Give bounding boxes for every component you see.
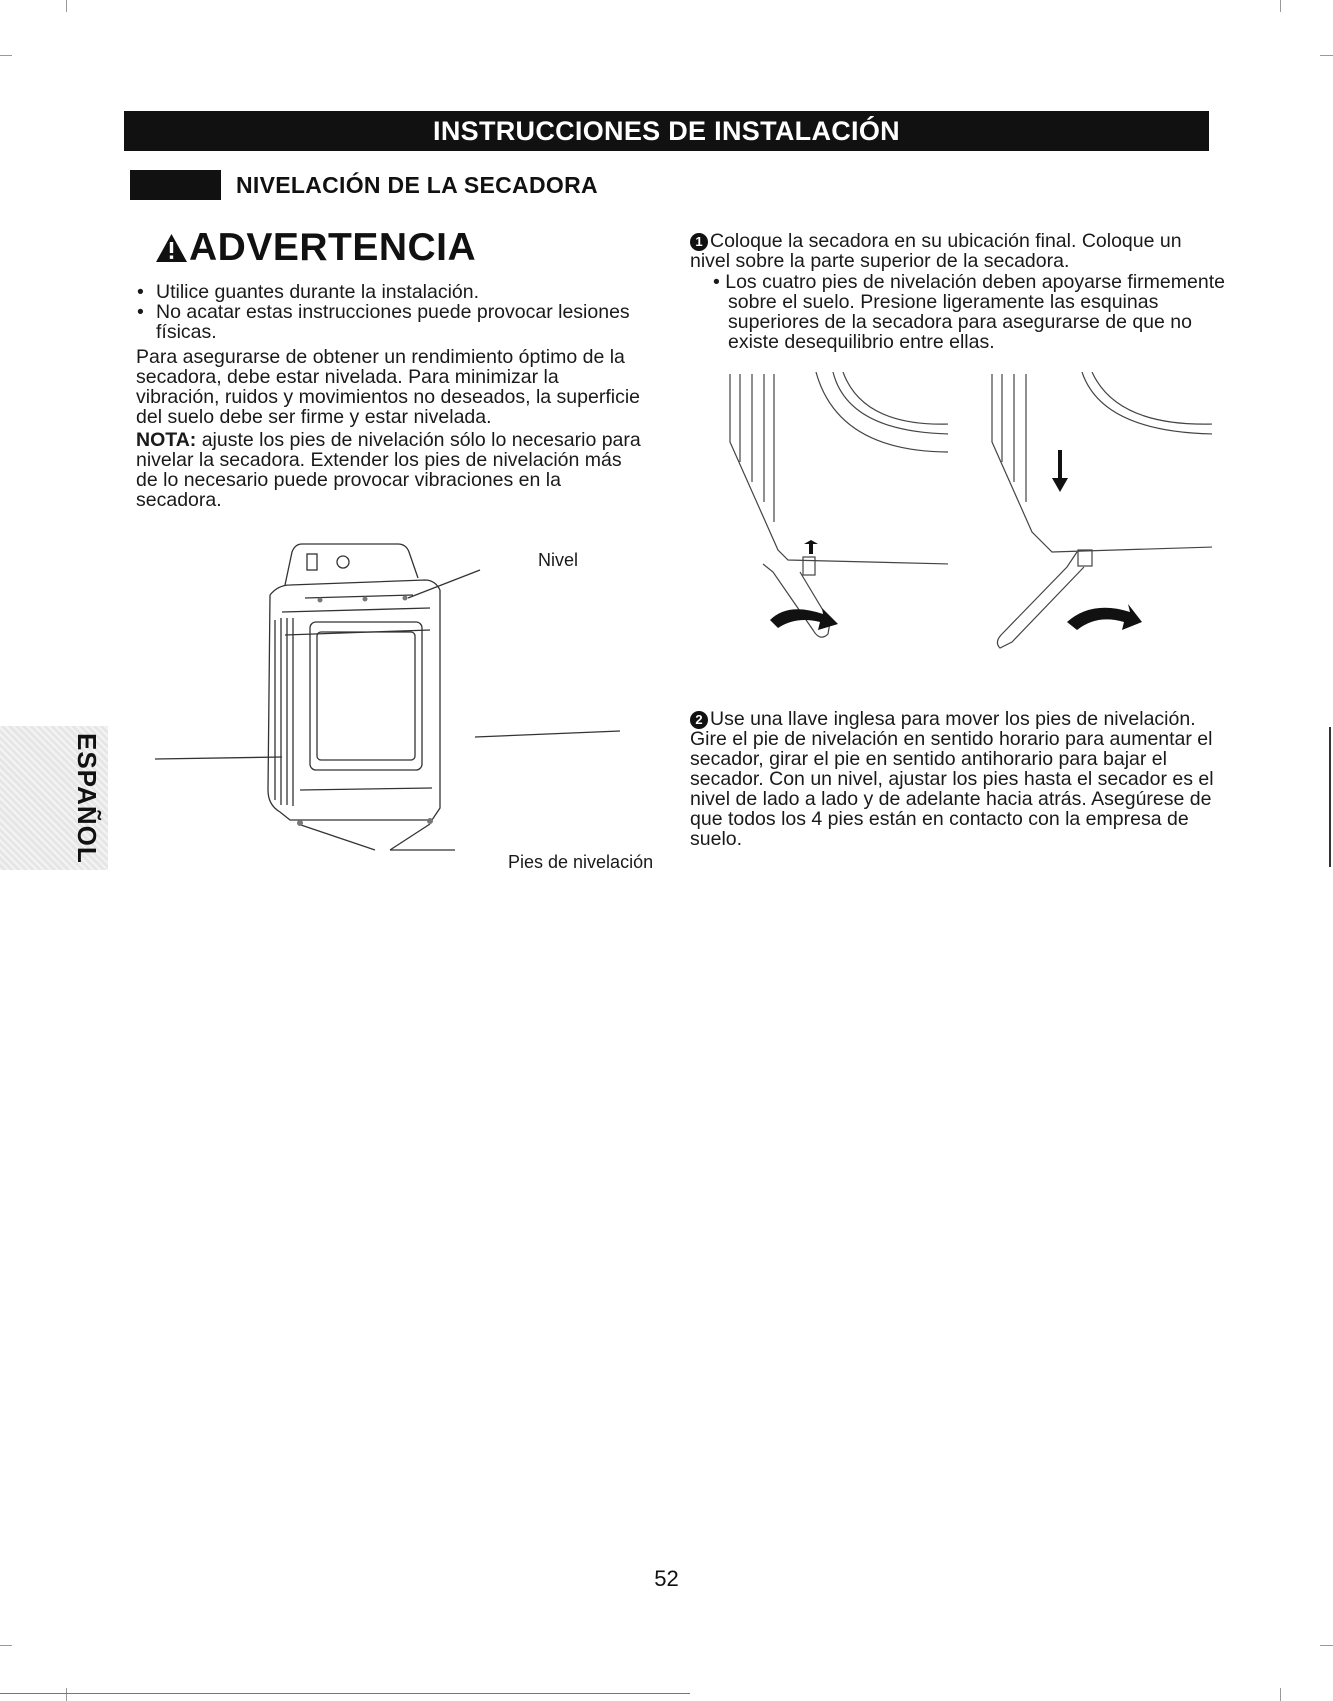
language-tab-label: ESPAÑOL xyxy=(72,733,102,864)
page-number: 52 xyxy=(654,1566,679,1591)
crop-mark xyxy=(1280,1688,1281,1701)
step-1-text: Coloque la secadora en su ubicación final. Coloque un nivel sobre la parte superior de la secadora. xyxy=(690,230,1182,272)
bottom-rule xyxy=(0,1693,690,1694)
step-1-sub: • Los cuatro pies de nivelación deben apoyarse firmemente sobre el suelo. Presione ligeramente las esquinas superiores de la secadora para asegurarse de que no existe desequilibrio entre ellas. xyxy=(713,271,1225,353)
warning-bullet: • No acatar estas instrucciones puede provocar lesiones físicas. xyxy=(136,302,636,342)
crop-mark xyxy=(1320,55,1333,56)
level-label: Nivel xyxy=(538,550,579,570)
note-text: ajuste los pies de nivelación sólo lo necesario para nivelar la secadora. Extender los pies de nivelación más de lo necesario puede provocar vibraciones en la secadora. xyxy=(136,429,641,511)
edge-rule xyxy=(1329,727,1331,867)
crop-mark xyxy=(66,0,67,12)
crop-mark xyxy=(1320,1645,1333,1646)
lower-foot-illustration xyxy=(982,372,1212,682)
section-marker xyxy=(130,170,221,200)
crop-mark xyxy=(66,1688,67,1701)
intro-paragraph: Para asegurarse de obtener un rendimiento óptimo de la secadora, debe estar nivelada. Para minimizar la vibración, ruidos y movimientos no deseados, la superficie del suelo debe ser firme y estar nivelada. xyxy=(136,346,641,428)
note-paragraph xyxy=(136,430,641,510)
section-title: NIVELACIÓN DE LA SECADORA xyxy=(236,172,598,198)
crop-mark xyxy=(1280,0,1281,12)
warning-icon xyxy=(155,233,188,263)
page-banner: INSTRUCCIONES DE INSTALACIÓN xyxy=(124,111,1209,151)
warning-list xyxy=(136,282,636,342)
dryer-illustration xyxy=(150,540,670,880)
leveling-feet-label: Pies de nivelación xyxy=(508,852,654,872)
warning-title: ADVERTENCIA xyxy=(189,226,477,269)
note-label: NOTA: xyxy=(136,429,197,451)
step-number: 1 xyxy=(690,233,708,251)
crop-mark xyxy=(0,1645,12,1646)
step-1 xyxy=(690,231,1210,271)
crop-mark xyxy=(0,55,12,56)
step-number: 2 xyxy=(690,711,708,729)
step-2-text: Use una llave inglesa para mover los pies de nivelación. Gire el pie de nivelación en sentido horario para aumentar el secador, girar el pie en sentido antihorario para bajar el secador. Con un nivel, ajustar los pies hasta el secador es el nivel de lado a lado y de adelante hacia atrás. Asegúrese de que todos los 4 pies están en contacto con la empresa de suelo. xyxy=(690,708,1214,850)
warning-bullet: • Utilice guantes durante la instalación. xyxy=(136,282,636,302)
raise-foot-illustration xyxy=(718,372,948,682)
step-2 xyxy=(690,709,1220,849)
